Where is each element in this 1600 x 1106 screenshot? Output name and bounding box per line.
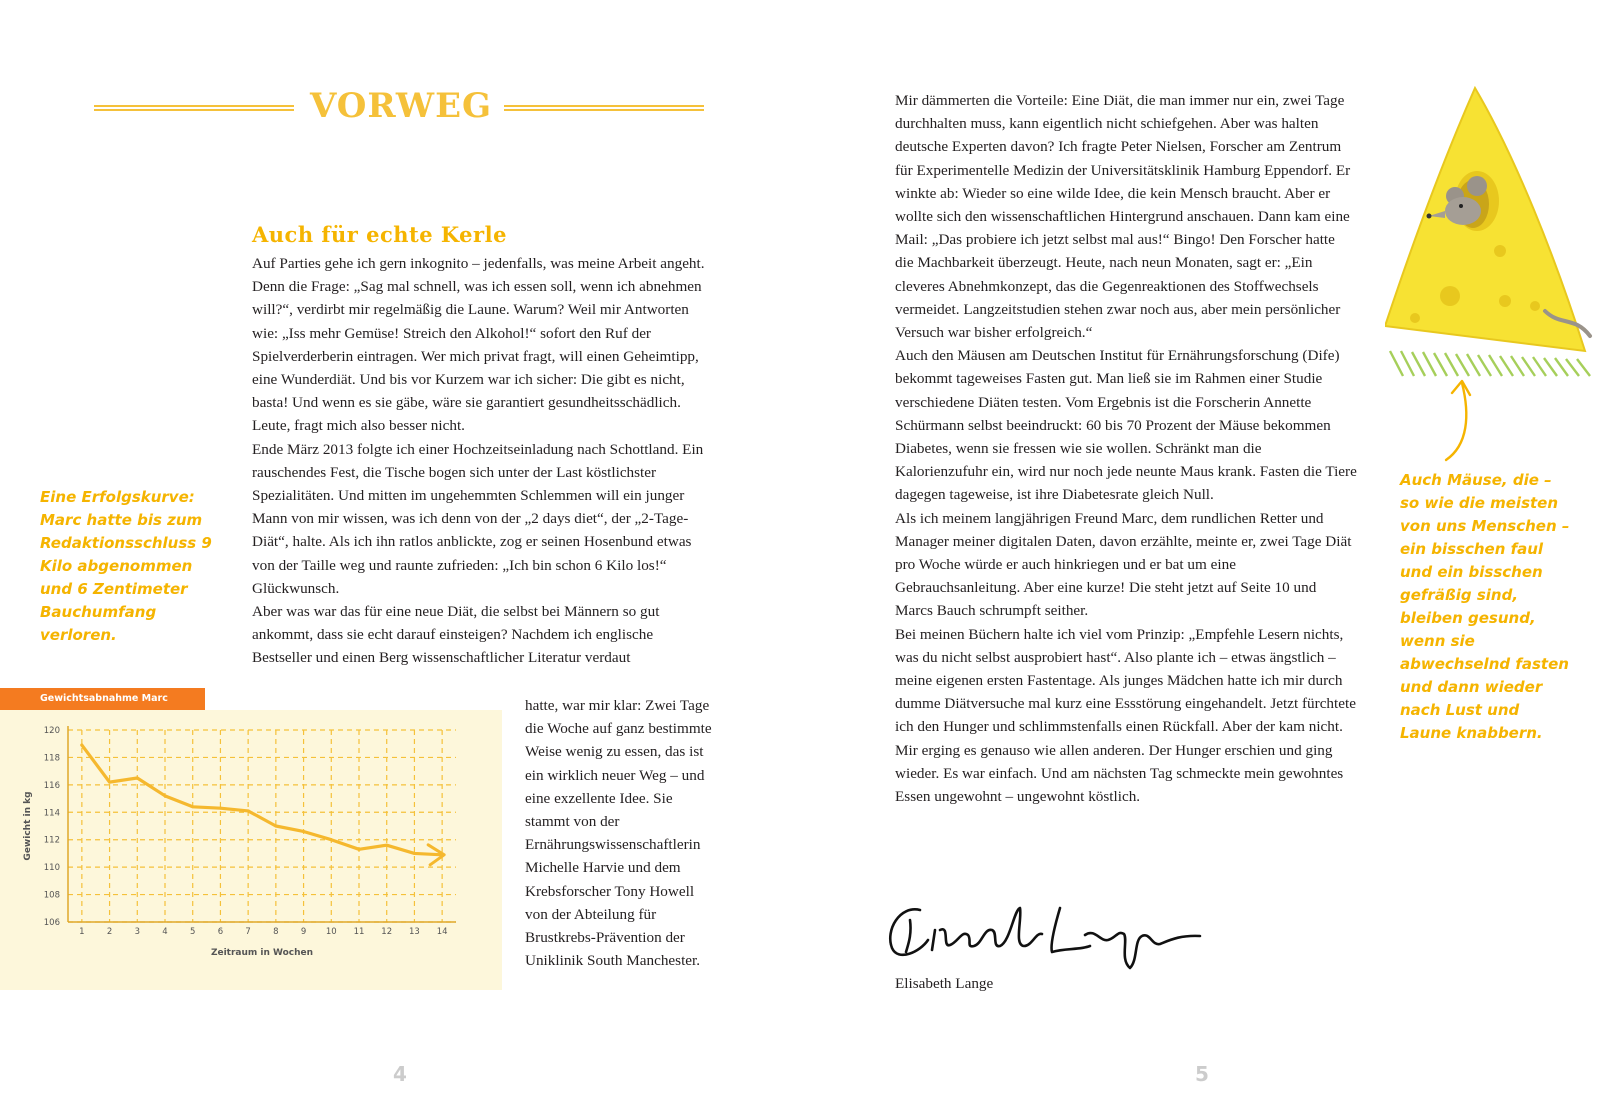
data-point — [385, 844, 388, 847]
data-series-line — [82, 745, 442, 855]
data-point — [274, 825, 277, 828]
data-point — [247, 809, 250, 812]
x-tick-label: 5 — [190, 927, 196, 937]
x-tick-label: 4 — [162, 927, 168, 937]
page-number-right: 5 — [1195, 1062, 1209, 1086]
x-axis-label: Zeitraum in Wochen — [210, 948, 314, 958]
header-rule-left — [94, 105, 294, 111]
y-tick-label: 114 — [43, 808, 60, 819]
body-column-narrow — [525, 694, 715, 972]
data-point — [108, 781, 111, 784]
chart-svg — [0, 710, 502, 990]
x-tick-label: 1 — [79, 927, 85, 937]
x-tick-label: 3 — [134, 927, 140, 937]
arrow-up-icon — [1440, 375, 1480, 470]
x-tick-label: 10 — [325, 927, 337, 937]
body-column-right — [895, 89, 1357, 808]
y-tick-label: 118 — [43, 753, 60, 764]
y-tick-label: 108 — [43, 890, 60, 901]
data-point — [164, 794, 167, 797]
data-point — [358, 848, 361, 851]
page-number-left: 4 — [393, 1062, 407, 1086]
data-point — [219, 807, 222, 810]
x-tick-label: 9 — [300, 927, 307, 937]
x-tick-label: 6 — [217, 927, 224, 937]
x-tick-label: 2 — [106, 927, 113, 937]
data-point — [80, 744, 83, 747]
x-tick-label: 7 — [245, 927, 251, 937]
paragraph: Als ich meinem langjährigen Freund Marc, dem rundlichen Retter und Manager meiner digitalen Daten, davon erzählte, meinte er, zwei Tage Diät pro Woche würde er auch hinkriegen und er bat um eine Gebrauchsanleitung. Aber eine kurze! Die steht jetzt auf Seite 10 und Marcs Bauch schrumpft seither. — [895, 509, 1352, 620]
y-axis-label: Gewicht in kg — [23, 791, 33, 861]
right-page — [800, 0, 1600, 1106]
y-tick-label: 110 — [43, 863, 60, 874]
x-tick-label: 8 — [273, 927, 279, 937]
paragraph: hatte, war mir klar: Zwei Tage die Woche auf ganz bestimmte Weise wenig zu essen, das ist ein wirklich neuer Weg – und eine exzellente Idee. Sie stammt von der Ernährungswissenschaftlerin Michelle Harvie und dem Krebsforscher Tony Howell von der Abteilung für Brustkrebs-Prävention der Uniklinik South Manchester. — [525, 697, 712, 970]
section-title: VORWEG — [310, 86, 493, 126]
y-tick-label: 120 — [43, 726, 60, 736]
data-point — [413, 852, 416, 855]
paragraph: Bei meinen Büchern halte ich viel vom Prinzip: „Empfehle Lesern nichts, was du nicht selbst ausprobiert hast“. Also plante ich – etwas ängstlich – meine eigenen ersten Fastentage. Als junges Mädchen hatte ich mir durch dumme Diätversuche mal kurz eine Essstörung eingehandelt. Jetzt fürchtete ich den Hunger und schlimmstenfalls einen Rückfall. Aber der kam nicht. Mir erging es genauso wie allen anderen. Der Hunger erschien und ging wieder. Es war einfach. Und am nächsten Tag schmeckte mein gewohntes Essen ungewohnt – ungewohnt köstlich. — [895, 625, 1356, 806]
paragraph: Ende März 2013 folgte ich einer Hochzeitseinladung nach Schottland. Ein rauschendes Fest, die Tische bogen sich unter der Last köstlichster Spezialitäten. Und mitten im ungehemmten Schlemmen will ein junger Mann von mir wissen, was ich denn von der „2 days diet“, der „2-Tage-Diät“, halte. Als ich ihn ratlos anblickte, zog er seinen Hosenbund etwas von der Taille weg und raunte zufrieden: „Ich bin schon 6 Kilo los!“ Glückwunsch. — [252, 440, 704, 597]
subheading: Auch für echte Kerle — [252, 222, 507, 247]
data-point — [330, 838, 333, 841]
x-tick-label: 11 — [353, 927, 365, 937]
margin-note-left: Eine Erfolgskurve: Marc hatte bis zum Redaktionsschluss 9 Kilo abgenommen und 6 Zentimeter Bauchumfang verloren. — [40, 488, 212, 644]
x-tick-label: 12 — [381, 927, 393, 937]
paragraph: Mir dämmerten die Vorteile: Eine Diät, die man immer nur ein, zwei Tage durchhalten muss, kann eigentlich nicht schiefgehen. Aber was halten deutsche Experten davon? Ich fragte Peter Nielsen, Forscher am Zentrum für Experimentelle Medizin der Universitätsklinik Hamburg Eppendorf. Er winkte ab: Wieder so eine wilde Idee, die kein Mensch braucht. Aber er wollte sich den wissenschaftlichen Hintergrund anschauen. Dann kam eine Mail: „Das probiere ich jetzt selbst mal aus!“ Bingo! Den Forscher hatte die Machbarkeit überzeugt. Heute, nach neun Monaten, sagt er: „Ein cleveres Abnehmkonzept, das die Gegenreaktionen des Stoffwechsels vermeidet. Langzeitstudien stehen zwar noch aus, aber mein persönlicher Versuch war bisher erfolgreich.“ — [895, 92, 1351, 342]
cheese-mouse-illustration — [1385, 86, 1600, 391]
y-tick-label: 106 — [43, 918, 60, 928]
data-point — [136, 777, 139, 780]
y-tick-label: 112 — [43, 835, 60, 846]
paragraph: Auch den Mäusen am Deutschen Institut für Ernährungsforschung (Dife) bekommt tageweises Fasten gut. Man ließ sie im Rahmen einer Studie verschiedene Diäten testen. Vom Ergebnis ist die Forscherin Annette Schürmann selbst beeindruckt: 60 bis 70 Prozent der Mäuse bekommen Diabetes, wenn sie fressen wie sie wollen. Schränkt man die Kalorienzufuhr ein, wird nur noch jede neunte Maus krank. Fasten die Tiere dagegen tageweise, ist ihre Diabetesrate gleich Null. — [895, 347, 1357, 504]
cheese-icon — [1385, 86, 1600, 386]
signature-icon — [880, 890, 1220, 980]
signer-name: Elisabeth Lange — [895, 975, 994, 992]
weight-chart — [0, 710, 502, 990]
margin-note-right: Auch Mäuse, die – so wie die meisten von uns Menschen – ein bisschen faul und ein bisschen gefräßig sind, bleiben gesund, wenn sie abwechselnd fasten und dann wieder nach Lust und Laune knabbern. — [1400, 471, 1570, 742]
paragraph: Auf Parties gehe ich gern inkognito – jedenfalls, was meine Arbeit angeht. Denn die Frage: „Sag mal schnell, was ich essen soll, wenn ich abnehmen will?“, verdirbt mir regelmäßig die Laune. Warum? Weil mir Antworten wie: „Iss mehr Gemüse! Streich den Alkohol!“ sofort den Ruf der Spielverderberin eintragen. Wer mich privat fragt, will einen Geheimtipp, eine Wunderdiät. Und bis vor Kurzem war ich sicher: Die gibt es nicht, basta! Und wenn es sie gäbe, wäre sie garantiert gesundheitsschädlich. Leute, fragt mich also besser nicht. — [252, 255, 705, 435]
data-point — [302, 830, 305, 833]
data-point — [191, 805, 194, 808]
x-tick-label: 13 — [409, 927, 420, 937]
chart-title: Gewichtsabnahme Marc — [0, 688, 205, 710]
y-tick-label: 116 — [43, 780, 60, 791]
paragraph: Aber was war das für eine neue Diät, die selbst bei Männern so gut ankommt, dass sie echt darauf einsteigen? Nachdem ich englische Bestseller und einen Berg wissenschaftlicher Literatur verdaut — [252, 603, 660, 667]
body-column-left — [252, 252, 707, 670]
header-rule-right — [504, 105, 704, 111]
x-tick-label: 14 — [436, 927, 448, 937]
signature — [880, 890, 1220, 985]
